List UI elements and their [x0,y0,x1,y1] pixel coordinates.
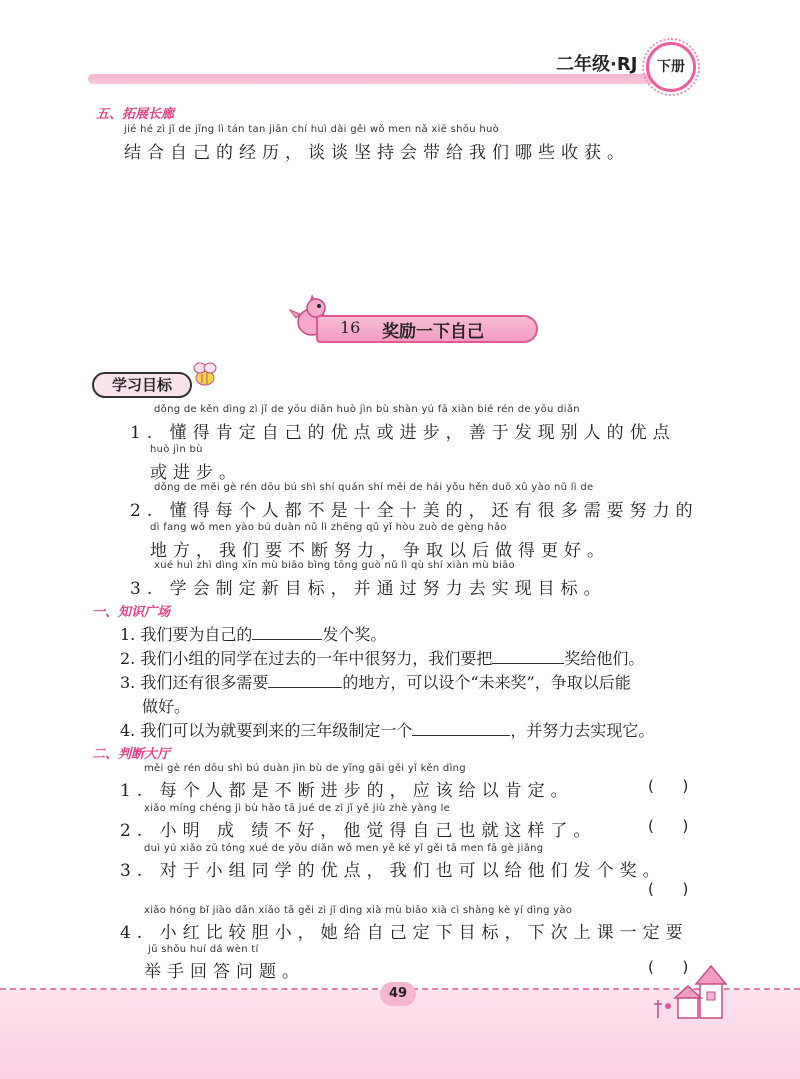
goal2-pinyin-cont: dì fang wǒ men yào bú duàn nǔ lì zhēng qǔ yǐ hòu zuò de gèng hǎo [150,522,507,533]
judge3-text: 3. 对于小组同学的优点，我们也可以给他们发个奖。 [120,861,666,881]
blank-1[interactable] [252,625,322,640]
lesson-title: 奖励一下自己 [382,322,484,342]
goal3-text: 3. 学会制定新目标，并通过努力去实现目标。 [130,579,607,599]
judge3-answer-box[interactable]: ( ) [648,880,689,898]
fill-item-3: 3. 我们还有很多需要 的地方，可以设个“未来奖”，争取以后能 [120,673,631,692]
lesson-number: 16 [340,318,361,337]
judge1-answer-box[interactable]: ( ) [648,777,689,795]
section5-text: 结合自己的经历，谈谈坚持会带给我们哪些收获。 [124,143,630,163]
goal2-pinyin: dǒng de měi gè rén dōu bú shì shí quán shí měi de hái yǒu hěn duō xū yào nǔ lì de [154,482,594,493]
castle-icon [652,960,732,1020]
judge2-pinyin: xiǎo míng chéng jì bù hǎo tā jué de zì jǐ yě jiù zhè yàng le [144,803,451,814]
fill-item-1: 1. 我们要为自己的 发个奖。 [120,625,387,644]
blank-2[interactable] [492,649,564,664]
judge1-text: 1. 每个人都是不断进步的，应该给以肯定。 [120,781,574,801]
judge4-text: 4. 小红比较胆小，她给自己定下目标，下次上课一定要 [120,923,689,943]
volume-badge: 下册 [646,42,696,92]
judge2-answer-box[interactable]: ( ) [648,817,689,835]
bee-icon [190,358,220,390]
goal2-text-cont: 地方，我们要不断努力，争取以后做得更好。 [150,541,610,561]
judge4-text-cont: 举手回答问题。 [144,962,305,982]
judge4-pinyin: xiǎo hóng bǐ jiào dǎn xiǎo tā gěi zì jǐ dìng xià mù biāo xià cì shàng kè yí dìng yào [144,905,573,916]
goal1-pinyin-cont: huò jìn bù [150,444,203,455]
goal2-text: 2. 懂得每个人都不是十全十美的，还有很多需要努力的 [130,501,699,521]
learning-goals-label: 学习目标 [92,372,192,398]
goal1-text-cont: 或进步。 [150,463,242,483]
goal1-pinyin: dǒng de kěn dìng zì jǐ de yōu diǎn huò jìn bù shàn yú fā xiàn bié rén de yōu diǎn [154,404,580,415]
blank-3[interactable] [268,673,342,688]
section5-title: 五、拓展长廊 [96,107,175,122]
section2-title: 二、判断大厅 [92,747,171,762]
judge1-pinyin: měi gè rén dōu shì bú duàn jìn bù de yīng gāi gěi yǐ kěn dìng [144,763,466,774]
judge2-text: 2. 小明 成 绩不好，他觉得自己也就这样了。 [120,821,597,841]
page-number: 49 [380,982,416,1006]
fill-item-4: 4. 我们可以为就要到来的三年级制定一个 ，并努力去实现它。 [120,721,655,740]
grade-label: 二年级·RJ [556,54,638,75]
goal1-text: 1. 懂得肯定自己的优点或进步，善于发现别人的优点 [130,423,676,443]
fill-item-2: 2. 我们小组的同学在过去的一年中很努力，我们要把 奖给他们。 [120,649,645,668]
section5-pinyin: jié hé zì jǐ de jīng lì tán tan jiān chí huì dài gěi wǒ men nǎ xiē shōu huò [124,124,500,135]
goal3-pinyin: xué huì zhì dìng xīn mù biāo bìng tōng guò nǔ lì qù shí xiàn mù biāo [154,560,515,571]
section1-title: 一、知识广场 [92,605,171,620]
fill-item-3-cont: 做好。 [142,697,191,716]
judge4-answer-box[interactable]: ( ) [648,958,689,976]
blank-4[interactable] [412,721,510,736]
judge3-pinyin: duì yú xiǎo zǔ tóng xué de yōu diǎn wǒ men yě kě yǐ gěi tā men fā gè jiǎng [144,843,544,854]
judge4-pinyin-cont: jǔ shǒu huí dá wèn tí [148,944,259,955]
